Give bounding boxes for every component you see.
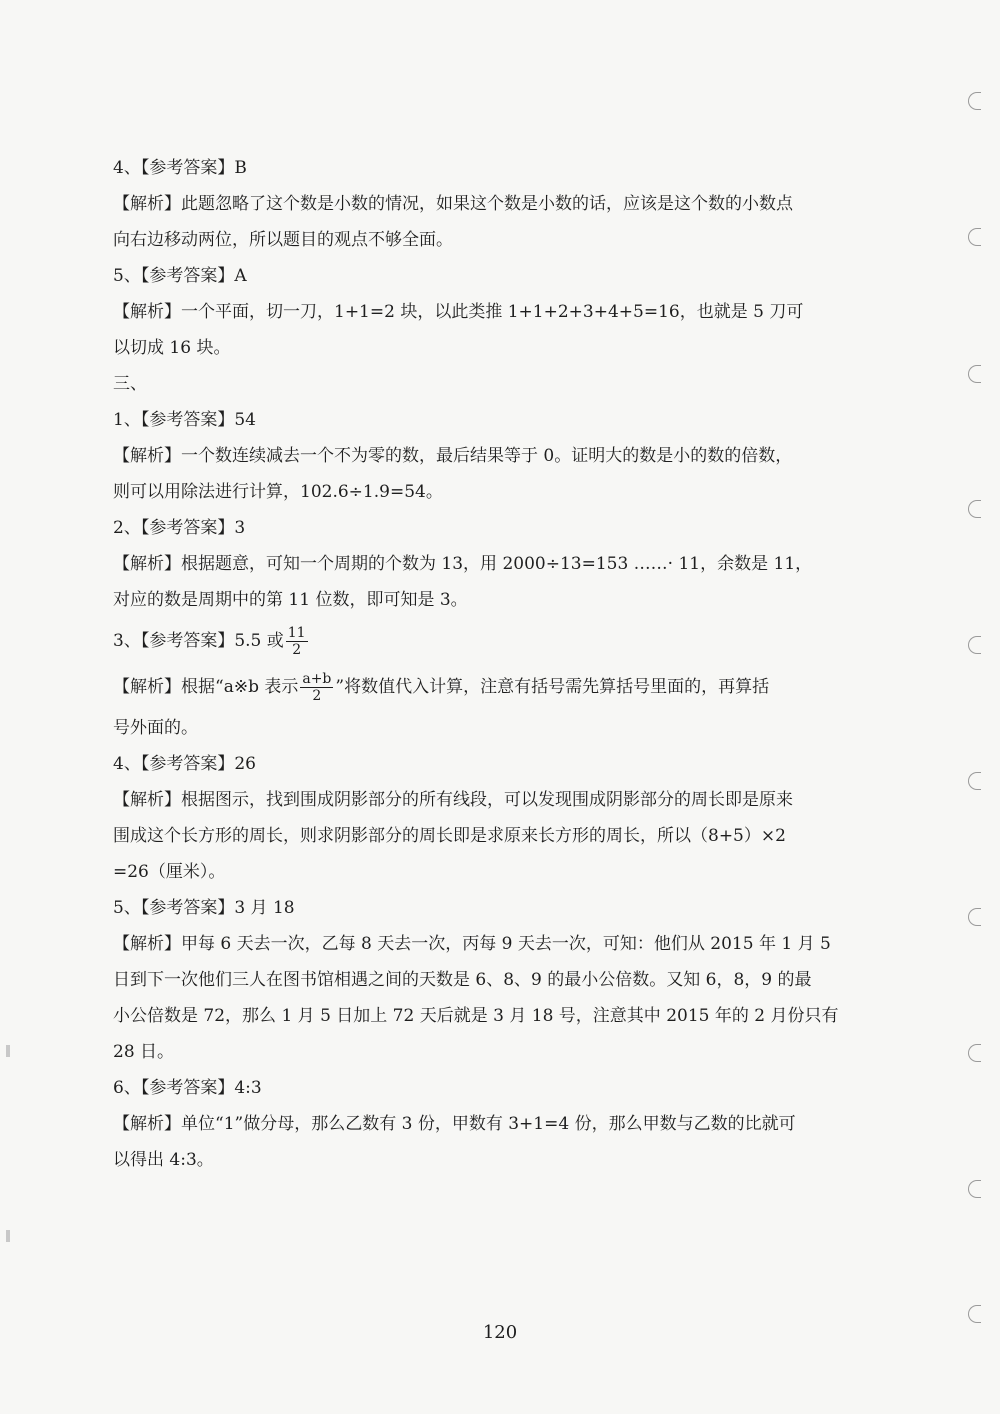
answer-key-content [113, 150, 903, 1178]
explanation-line: 对应的数是周期中的第 11 位数，即可知是 3。 [113, 590, 468, 610]
explanation-line: 【解析】此题忽略了这个数是小数的情况，如果这个数是小数的话，应该是这个数的小数点 [113, 194, 793, 214]
fraction-numerator: 11 [287, 625, 306, 641]
explanation-line: 以得出 4:3。 [113, 1150, 214, 1170]
binder-hole-mark [968, 908, 981, 926]
line-text: 3、【参考答案】5.5 或 [113, 631, 284, 651]
binder-hole-mark [968, 1044, 981, 1062]
answer-heading: 5、【参考答案】3 月 18 [113, 898, 295, 918]
binder-hole-mark [968, 772, 981, 790]
answer-heading: 4、【参考答案】B [113, 158, 247, 178]
answer-heading: 4、【参考答案】26 [113, 754, 256, 774]
binder-hole-mark [968, 1305, 981, 1323]
line-text: 【解析】根据“a※b 表示 [113, 677, 299, 697]
fraction-numerator: a+b [302, 671, 332, 687]
answer-heading: 6、【参考答案】4:3 [113, 1078, 262, 1098]
fraction-line [113, 664, 903, 710]
explanation-line: 则可以用除法进行计算，102.6÷1.9=54。 [113, 482, 443, 502]
binder-hole-mark [968, 365, 981, 383]
answer-heading: 1、【参考答案】54 [113, 410, 256, 430]
binder-hole-mark [968, 500, 981, 518]
explanation-line: 【解析】根据题意，可知一个周期的个数为 13，用 2000÷13=153 ……· 11，余数是 11， [113, 554, 813, 574]
binder-hole-mark [968, 92, 981, 110]
explanation-line: 【解析】一个数连续减去一个不为零的数，最后结果等于 0。证明大的数是小的数的倍数， [113, 446, 793, 466]
explanation-line: =26（厘米）。 [113, 862, 226, 882]
explanation-line: 【解析】根据图示，找到围成阴影部分的所有线段，可以发现围成阴影部分的周长即是原来 [113, 790, 793, 810]
line-text: ”将数值代入计算，注意有括号需先算括号里面的，再算括 [335, 677, 770, 697]
fraction [286, 625, 308, 658]
explanation-line: 【解析】甲每 6 天去一次，乙每 8 天去一次，丙每 9 天去一次，可知：他们从 2015 年 1 月 5 [113, 934, 831, 954]
fraction-line [113, 618, 903, 664]
explanation-line: 围成这个长方形的周长，则求阴影部分的周长即是求原来长方形的周长，所以（8+5）×2 [113, 826, 786, 846]
explanation-line: 小公倍数是 72，那么 1 月 5 日加上 72 天后就是 3 月 18 号，注意其中 2015 年的 2 月份只有 [113, 1006, 839, 1026]
explanation-line: 【解析】一个平面，切一刀，1+1=2 块，以此类推 1+1+2+3+4+5=16，也就是 5 刀可 [113, 302, 804, 322]
binder-hole-mark [968, 228, 981, 246]
explanation-line: 【解析】单位“1”做分母，那么乙数有 3 份，甲数有 3+1=4 份，那么甲数与乙数的比就可 [113, 1114, 796, 1134]
answer-heading: 2、【参考答案】3 [113, 518, 246, 538]
binder-hole-mark [968, 636, 981, 654]
fraction-denominator: 2 [312, 688, 322, 704]
explanation-line: 28 日。 [113, 1042, 175, 1062]
binder-hole-mark [968, 1180, 981, 1198]
scan-edge-mark [6, 1230, 10, 1242]
explanation-line: 以切成 16 块。 [113, 338, 231, 358]
section-heading: 三、 [113, 374, 147, 394]
explanation-line: 向右边移动两位，所以题目的观点不够全面。 [113, 230, 453, 250]
scan-edge-mark [6, 1045, 10, 1057]
page-number: 120 [482, 1322, 518, 1343]
answer-heading: 5、【参考答案】A [113, 266, 247, 286]
fraction-denominator: 2 [292, 642, 302, 658]
explanation-line: 日到下一次他们三人在图书馆相遇之间的天数是 6、8、9 的最小公倍数。又知 6，8，9 的最 [113, 970, 812, 990]
fraction [300, 671, 333, 704]
explanation-line: 号外面的。 [113, 718, 198, 738]
